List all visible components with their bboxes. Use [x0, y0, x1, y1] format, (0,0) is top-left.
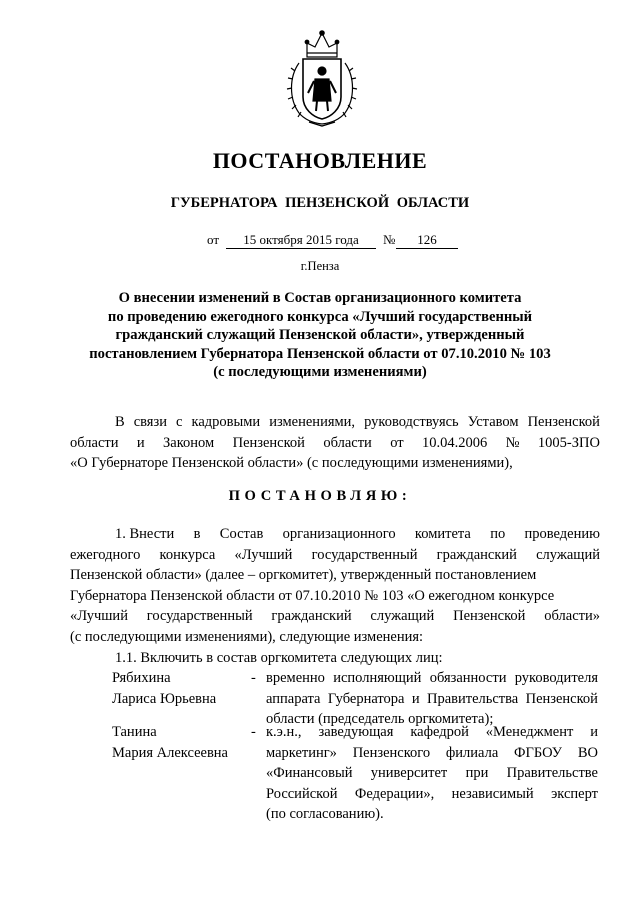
number-prefix: № [383, 232, 396, 247]
document-number: 126 [396, 232, 458, 249]
word: маркетинг» [266, 744, 337, 761]
word: «Финансовый [266, 765, 353, 782]
word: при [465, 765, 489, 782]
heading-line: гражданский служащий Пензенской области», утвержденный [115, 327, 525, 344]
heading-line: постановлением Губернатора Пензенской области от 07.10.2010 № 103 [89, 345, 551, 362]
word: связи [133, 414, 167, 430]
word: Уставом [467, 414, 519, 430]
word: обязанности [429, 670, 507, 686]
heading-line: по проведению ежегодного конкурса «Лучший государственный [107, 308, 533, 325]
item-1-line-3: Пензенской области» (далее – оргкомитет), утвержденный постановлением [70, 567, 537, 584]
decree-word: ПОСТАНОВЛЯЮ: [228, 488, 412, 504]
member-dash: - [251, 670, 256, 686]
word: Российской [266, 785, 338, 802]
word: к.э.н., [266, 724, 302, 740]
word: независимый [451, 785, 534, 802]
preamble [70, 412, 600, 474]
member-given-names: Мария Алексеевна [112, 744, 228, 761]
member-name [112, 722, 228, 763]
word: кадровыми [191, 414, 261, 430]
word: руководителя [514, 670, 598, 686]
word: кафедрой [410, 724, 469, 740]
heading-line: (с последующими изменениями) [213, 364, 427, 381]
word: исполняющий [333, 670, 422, 686]
description-line [266, 722, 598, 743]
preamble-line-3: «О Губернаторе Пензенской области» (с последующими изменениями), [70, 455, 513, 472]
description-line: области (председатель оргкомитета); [266, 711, 494, 728]
word: Правительстве [506, 765, 598, 782]
word: филиала [445, 744, 499, 761]
description-line: (по согласованию). [266, 806, 384, 823]
word: университет [370, 765, 448, 782]
word: эксперт [551, 785, 598, 802]
item-1-line-2: ежегодного конкурса «Лучший государственный гражданский служащий [70, 546, 600, 563]
word: «Менеджмент [485, 724, 574, 740]
description-line [266, 784, 598, 805]
description-line [266, 763, 598, 784]
item-1-line-6: (с последующими изменениями), следующие изменения: [70, 628, 424, 645]
word: изменениями, [269, 414, 356, 430]
word: В [115, 414, 125, 430]
description-line [266, 689, 598, 710]
word: ВО [577, 744, 598, 761]
word: Пензенской [525, 690, 598, 707]
item-1 [70, 524, 600, 668]
word: с [176, 414, 183, 430]
word: заведующая [318, 724, 394, 740]
document-subtitle: ГУБЕРНАТОРА ПЕНЗЕНСКОЙ ОБЛАСТИ [170, 195, 470, 211]
word: Пензенской [527, 414, 600, 430]
word: Пензенского [352, 744, 431, 761]
member-name [112, 668, 216, 709]
document-title: ПОСТАНОВЛЕНИЕ [212, 148, 428, 173]
date-prefix: от [207, 232, 220, 247]
member-given-names: Лариса Юрьевна [112, 690, 217, 707]
date-number-line [0, 232, 640, 250]
document-heading [0, 289, 640, 382]
member-dash: - [251, 724, 256, 740]
description-line [266, 668, 598, 689]
member-surname: Рябихина [112, 670, 171, 686]
preamble-line-1 [70, 412, 600, 433]
member-description [266, 668, 598, 730]
member-surname: Танина [112, 724, 157, 740]
item-1-line-1: 1. Внести в Состав организационного комитета по проведению [115, 526, 600, 542]
word: руководствуясь [364, 414, 459, 430]
description-line [266, 743, 598, 764]
word: ФГБОУ [514, 744, 563, 761]
word: Федерации», [354, 785, 435, 802]
item-1-1: 1.1. Включить в состав оргкомитета следующих лиц: [115, 649, 443, 666]
item-1-line-4: Губернатора Пензенской области от 07.10.2010 № 103 «О ежегодном конкурсе [70, 587, 555, 604]
word: Правительства [426, 690, 519, 707]
item-1-line-5: «Лучший государственный гражданский служащий Пензенской области» [70, 608, 600, 625]
document-city: г.Пенза [300, 259, 340, 273]
preamble-line-2: области и Законом Пензенской области от 10.04.2006 № 1005-ЗПО [70, 434, 600, 451]
penza-coat-of-arms-icon [285, 27, 359, 128]
member-description [266, 722, 598, 825]
word: временно [266, 670, 325, 686]
word: и [411, 690, 420, 707]
word: аппарата [266, 690, 321, 707]
heading-line: О внесении изменений в Состав организационного комитета [118, 290, 522, 306]
word: и [590, 724, 598, 740]
word: Губернатора [327, 690, 405, 707]
document-date: 15 октября 2015 года [226, 232, 376, 249]
